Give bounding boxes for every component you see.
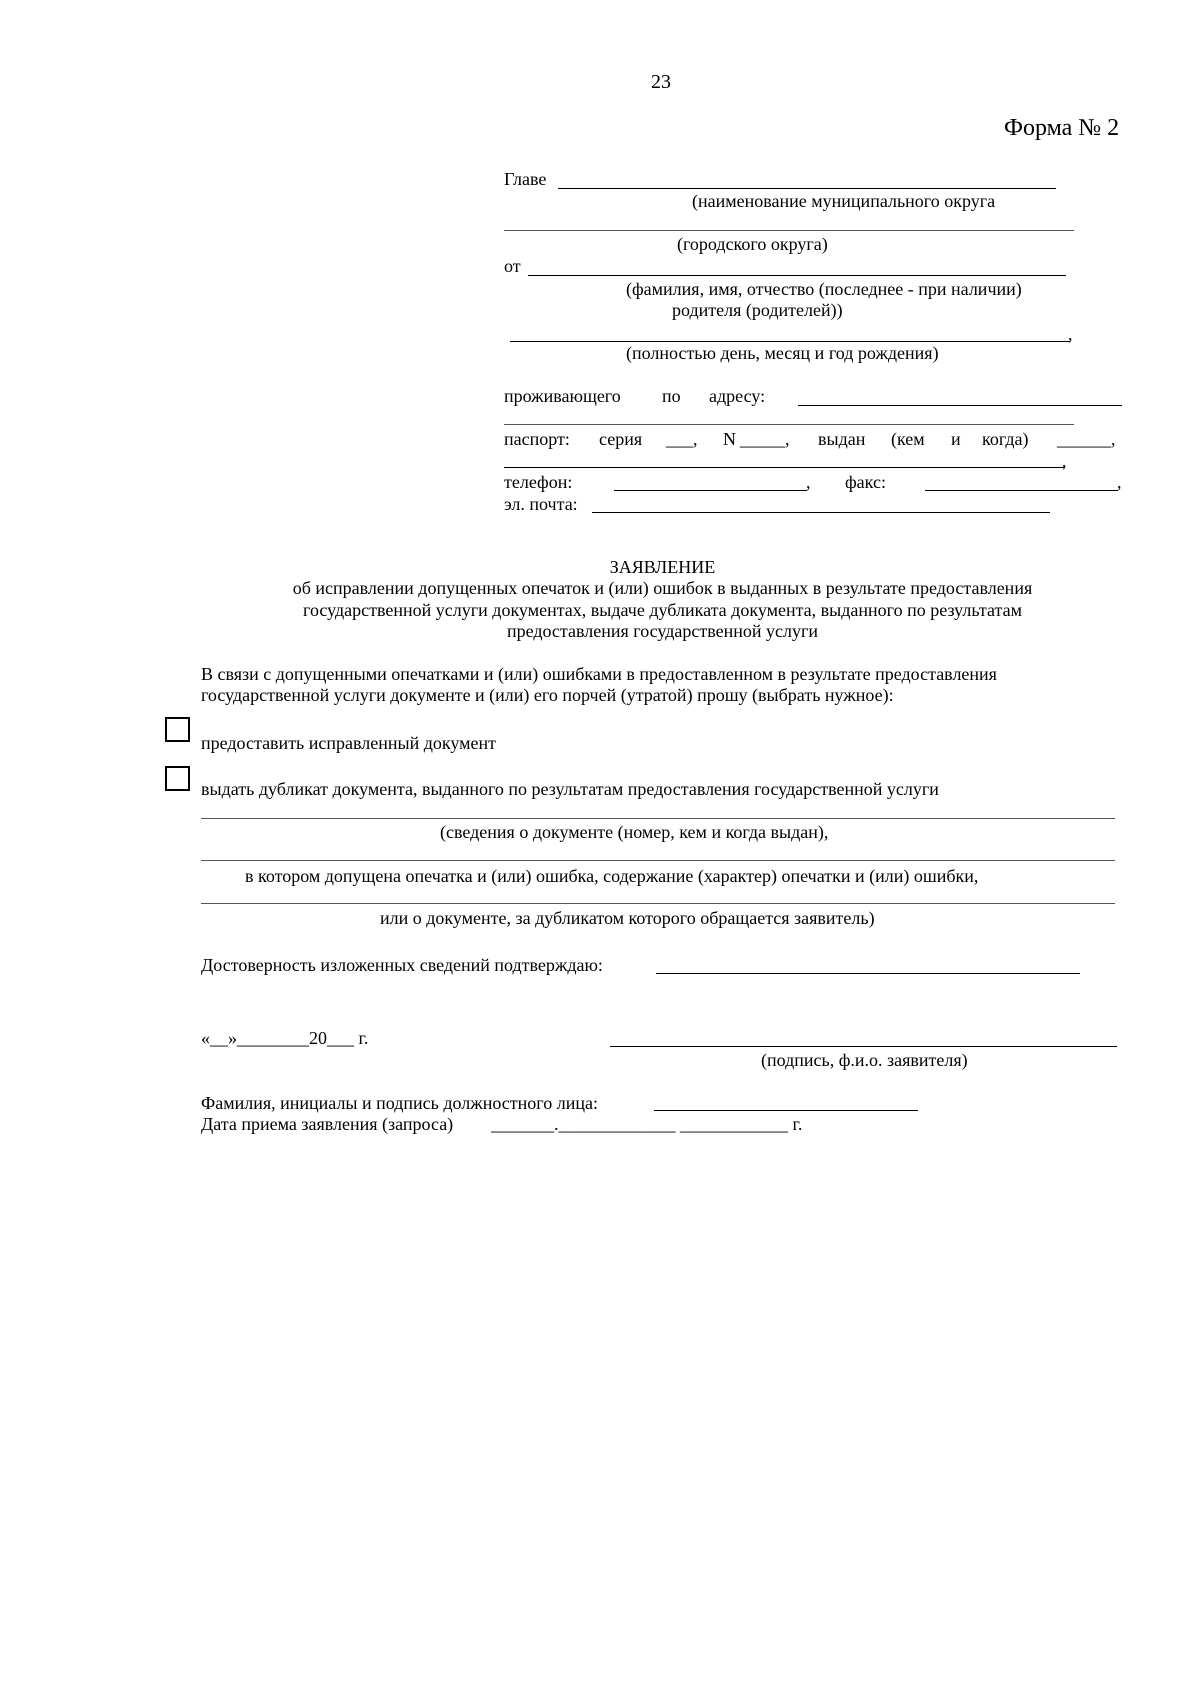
- passport-comma: ,: [1062, 451, 1067, 471]
- option-duplicate-checkbox[interactable]: [165, 766, 190, 791]
- intro-line-2: государственной услуги документе и (или) его порчей (утратой) прошу (выбрать нужное):: [201, 685, 894, 705]
- option-corrected-checkbox[interactable]: [165, 717, 190, 742]
- issued-field[interactable]: ______,: [1057, 429, 1116, 449]
- from-label: от: [504, 256, 521, 276]
- confirm-field[interactable]: [656, 973, 1080, 974]
- doc-info-hint-2: в котором допущена опечатка и (или) ошибка, содержание (характер) опечатки и (или) ошибки,: [245, 866, 979, 886]
- receipt-date-field[interactable]: _______._____________ ____________ г.: [491, 1114, 803, 1134]
- kogda-label: когда): [982, 429, 1029, 449]
- address-field-2[interactable]: [504, 424, 1074, 425]
- phone-label: телефон:: [504, 472, 573, 492]
- fio-field[interactable]: [528, 275, 1066, 276]
- signature-field[interactable]: [610, 1046, 1117, 1047]
- glave-field[interactable]: [558, 188, 1056, 189]
- glave-label: Главе: [504, 169, 547, 189]
- fax-field[interactable]: [925, 490, 1118, 491]
- official-label: Фамилия, инициалы и подпись должностного лица:: [201, 1093, 598, 1113]
- kem-label: (кем: [891, 429, 925, 449]
- form-number: Форма № 2: [1004, 115, 1120, 141]
- series-field[interactable]: ___,: [666, 429, 698, 449]
- intro-line-1: В связи с допущенными опечатками и (или) ошибками в предоставленном в результате предоставления: [201, 664, 997, 684]
- city-hint: (городского округа): [677, 234, 828, 254]
- address-label-2: по: [662, 386, 681, 406]
- number-field[interactable]: _____,: [740, 429, 790, 449]
- receipt-label: Дата приема заявления (запроса): [201, 1114, 454, 1134]
- application-date[interactable]: «__»________20___ г.: [201, 1028, 369, 1048]
- fax-label: факс:: [845, 472, 886, 492]
- passport-issued-field[interactable]: [504, 467, 1064, 468]
- address-label-3: адресу:: [709, 386, 766, 406]
- fax-comma: ,: [1117, 472, 1122, 492]
- birth-comma: ,: [1068, 324, 1073, 344]
- doc-info-hint-3: или о документе, за дубликатом которого обращается заявитель): [380, 908, 875, 928]
- doc-info-field-2[interactable]: [201, 860, 1115, 861]
- document-heading: ЗАЯВЛЕНИЕ: [609, 557, 716, 577]
- confirm-label: Достоверность изложенных сведений подтверждаю:: [201, 955, 603, 975]
- doc-info-hint-1: (сведения о документе (номер, кем и когда выдан),: [440, 822, 829, 842]
- passport-label: паспорт:: [504, 429, 570, 449]
- fio-hint-2: родителя (родителей)): [672, 300, 843, 320]
- address-field[interactable]: [798, 405, 1122, 406]
- email-field[interactable]: [592, 512, 1050, 513]
- doc-info-field-3[interactable]: [201, 903, 1115, 904]
- phone-field[interactable]: [614, 490, 807, 491]
- address-label-1: проживающего: [504, 386, 621, 406]
- i-label: и: [951, 429, 961, 449]
- document-subtitle-2: государственной услуги документах, выдаче дубликата документа, выданного по результатам: [303, 600, 1022, 620]
- series-label: серия: [599, 429, 643, 449]
- municipal-hint: (наименование муниципального округа: [692, 191, 996, 211]
- document-subtitle-3: предоставления государственной услуги: [506, 621, 819, 641]
- signature-hint: (подпись, ф.и.о. заявителя): [761, 1050, 968, 1070]
- option-corrected-label: предоставить исправленный документ: [201, 733, 497, 753]
- phone-comma: ,: [806, 472, 811, 492]
- option-duplicate-label: выдать дубликат документа, выданного по результатам предоставления государственной услуги: [201, 779, 939, 799]
- number-label: N: [723, 429, 736, 449]
- fio-hint-1: (фамилия, имя, отчество (последнее - при наличии): [626, 279, 1022, 299]
- birth-hint: (полностью день, месяц и год рождения): [626, 343, 939, 363]
- document-subtitle-1: об исправлении допущенных опечаток и (или) ошибок в выданных в результате предоставления: [292, 578, 1033, 598]
- page-number: 23: [651, 71, 671, 93]
- official-field[interactable]: [654, 1110, 918, 1111]
- doc-info-field-1[interactable]: [201, 818, 1115, 819]
- issued-label: выдан: [818, 429, 866, 449]
- email-label: эл. почта:: [504, 494, 578, 514]
- municipal-field[interactable]: [504, 230, 1074, 231]
- birth-field[interactable]: [510, 341, 1070, 342]
